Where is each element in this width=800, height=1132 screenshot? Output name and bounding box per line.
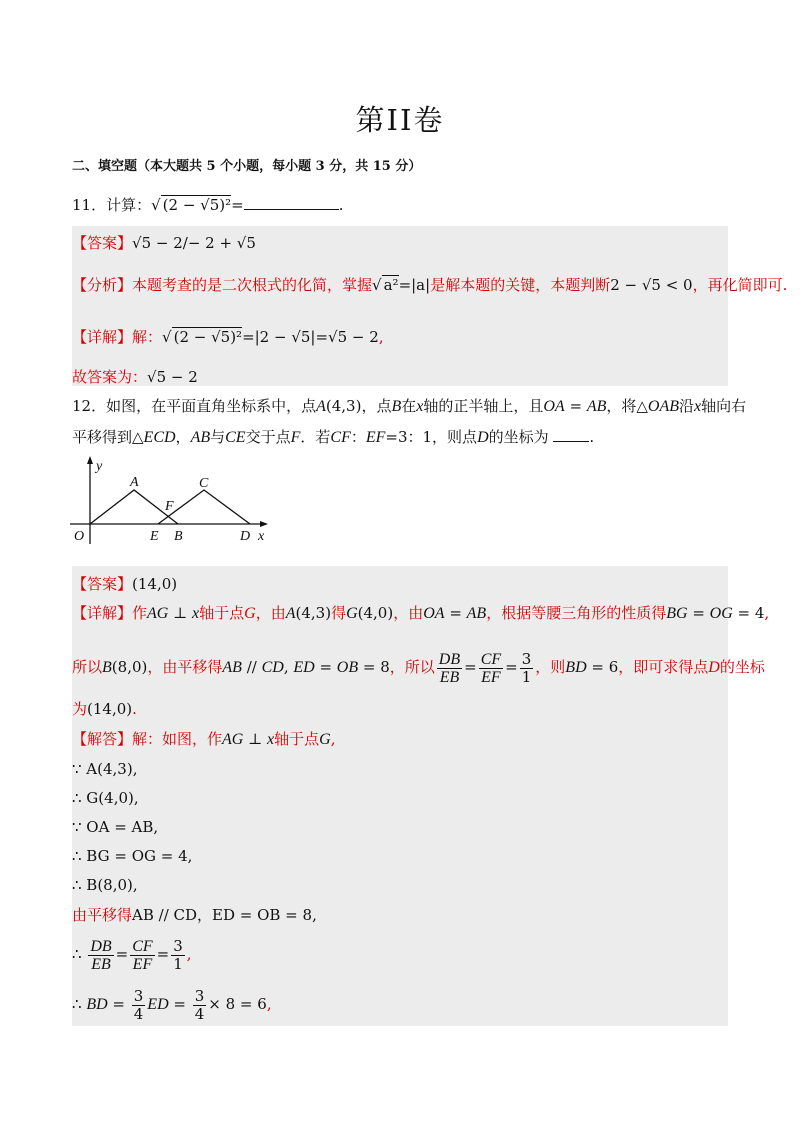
q11-label: 11．计算： bbox=[72, 196, 152, 214]
y-arrow-icon bbox=[87, 456, 93, 464]
answer-blank bbox=[244, 195, 339, 210]
final-text: 故答案为： bbox=[72, 368, 148, 386]
step-5: ∴ B(8,0), bbox=[72, 876, 138, 894]
q11-detail: 【详解】解：√ (2 − √5)²=|2 − √5|=√5 − 2, bbox=[72, 328, 384, 346]
question-12-line2: 平移得到△ECD，AB与CE交于点F．若CF：EF=3：1，则点D的坐标为 . bbox=[72, 428, 595, 446]
answer-blank bbox=[553, 427, 589, 442]
q12-detail-line2: 所以B(8,0)，由平移得AB // CD, ED = OB = 8，所以 $\frac{DB}{EB}$ = $\frac{CF}{EF}$ = $\frac{3}{1}$ ，则BD = 6，即可求得点D的坐标 bbox=[72, 649, 765, 686]
step-8: ∴ BD = $\frac{3}{4}$ ED = $\frac{3}{4}$ × 8 = 6, bbox=[72, 986, 272, 1023]
label-x: x bbox=[258, 529, 265, 544]
step-2: ∴ G(4,0), bbox=[72, 789, 139, 807]
label-y: y bbox=[96, 459, 103, 474]
step-7: ∴ $\frac{DB}{EB}$ = $\frac{CF}{EF}$ = $\frac{3}{1}$ , bbox=[72, 936, 192, 973]
label-b: B bbox=[174, 529, 183, 544]
label-o: O bbox=[74, 529, 85, 544]
section-header: 二、填空题（本大题共 5 个小题，每小题 3 分，共 15 分） bbox=[72, 159, 422, 174]
q12-answer: 【答案】(14,0) bbox=[72, 575, 178, 593]
q12-solution-line: 【解答】解：如图，作AG ⊥ x轴于点G, bbox=[72, 730, 336, 748]
step-4: ∴ BG = OG = 4, bbox=[72, 847, 193, 865]
answer-tag: 【答案】 bbox=[72, 234, 133, 252]
q12-detail-line1: 【详解】作AG ⊥ x轴于点G，由A(4,3)得G(4,0)，由OA = AB，根据等腰三角形的性质得BG = OG = 4, bbox=[72, 604, 770, 622]
analysis-text-c: ，再化简即可. bbox=[692, 276, 788, 294]
step-6: 由平移得AB // CD，ED = OB = 8, bbox=[72, 906, 317, 924]
q12-answer-value: (14,0) bbox=[132, 575, 178, 593]
q11-final: 故答案为：√5 − 2 bbox=[72, 368, 198, 386]
q11-answer-value: √5 − 2/− 2 + √5 bbox=[132, 234, 256, 252]
label-c: C bbox=[199, 476, 209, 491]
step-1: ∵ A(4,3), bbox=[72, 760, 138, 778]
q11-analysis: 【分析】本题考查的是二次根式的化简，掌握√ a²=|a|是解本题的关键，本题判断2 − √5 < 0，再化简即可. bbox=[72, 276, 788, 294]
label-f: F bbox=[165, 499, 174, 514]
q12-detail-line3: 为(14,0). bbox=[72, 700, 137, 718]
q11-answer bbox=[72, 232, 256, 254]
detail-text: 解： bbox=[132, 328, 163, 346]
step-3: ∵ OA = AB, bbox=[72, 818, 159, 836]
label-d: D bbox=[240, 529, 251, 544]
page-title: 第II卷 bbox=[355, 103, 445, 137]
analysis-tag: 【分析】 bbox=[72, 276, 133, 294]
detail-tag: 【详解】 bbox=[72, 328, 133, 346]
question-12-line1: 12．如图，在平面直角坐标系中，点A(4,3)，点B在x轴的正半轴上，且OA = AB，将△OAB沿x轴向右 bbox=[72, 397, 747, 415]
label-a: A bbox=[130, 475, 139, 490]
analysis-text-b: 是解本题的关键，本题判断 bbox=[430, 276, 611, 294]
coordinate-figure bbox=[70, 454, 280, 546]
label-e: E bbox=[150, 529, 159, 544]
x-arrow-icon bbox=[260, 521, 268, 527]
analysis-text-a: 本题考查的是二次根式的化简，掌握 bbox=[132, 276, 373, 294]
question-11: 11．计算：√ (2 − √5)²= . bbox=[72, 196, 344, 214]
